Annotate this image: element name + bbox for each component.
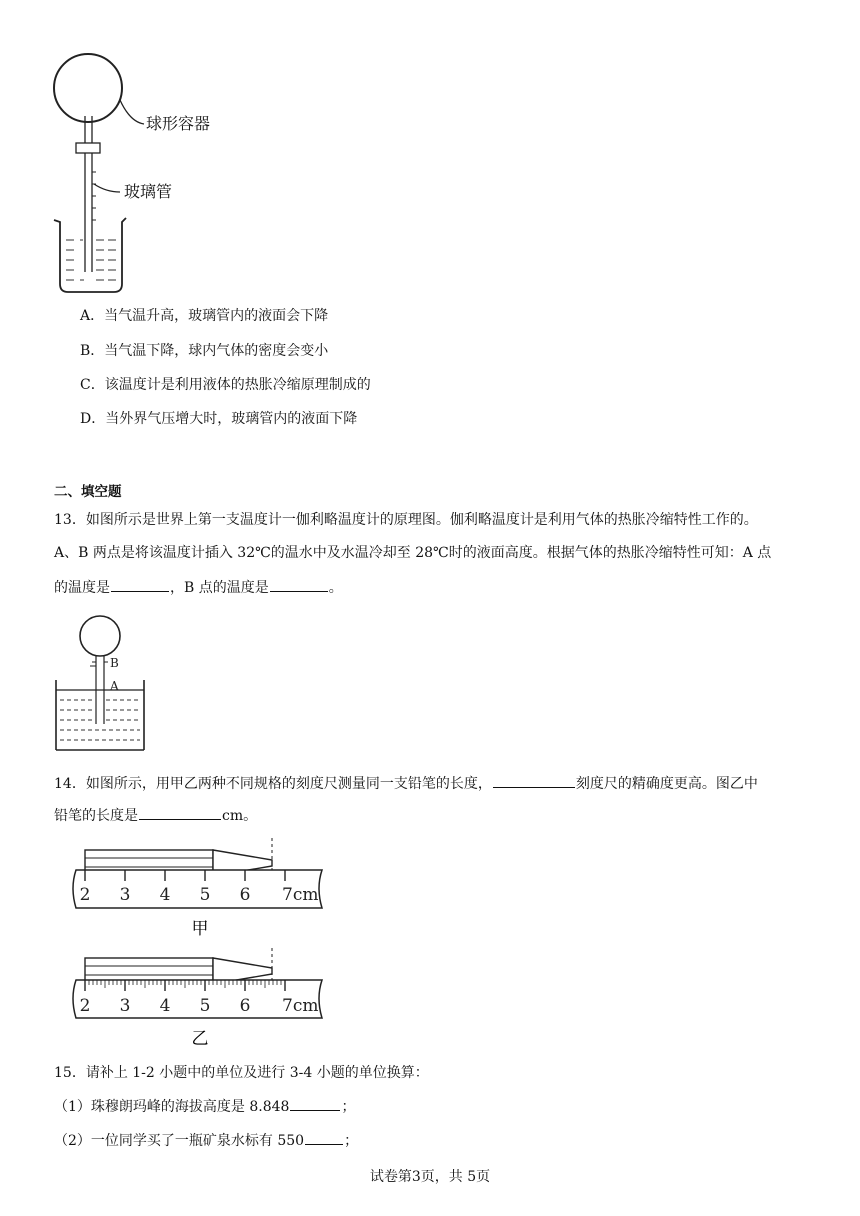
- figure-rulers: [60, 836, 340, 1049]
- option-a: A．当气温升高，玻璃管内的液面会下降: [80, 308, 329, 324]
- q13-line3: 的温度是 ，B 点的温度是 。: [54, 577, 343, 598]
- ruler2-tick-label: 2: [79, 996, 91, 1016]
- q13-line1: 13．如图所示是世界上第一支温度计一伽利略温度计的原理图。伽利略温度计是利用气体的热胀冷缩特性工作的。: [54, 512, 758, 528]
- label-point-b: B: [110, 656, 119, 670]
- ruler2-tick-label: 3: [119, 996, 131, 1016]
- q15-item1: （1）珠穆朗玛峰的海拔高度是 8.848 ；: [54, 1096, 355, 1117]
- ruler2-tick-label: 7cm: [282, 996, 319, 1016]
- figure-bulb-thermometer: [40, 52, 280, 302]
- ruler1-tick-label: 6: [239, 885, 251, 905]
- ruler1-tick-label: 3: [119, 885, 131, 905]
- page-footer: 试卷第3页，共 5页: [369, 1169, 491, 1185]
- q15-item2: （2）一位同学买了一瓶矿泉水标有 550 ；: [54, 1130, 358, 1151]
- q14-blank-a[interactable]: [493, 773, 575, 788]
- q15-blank-2[interactable]: [305, 1130, 343, 1145]
- label-point-a: A: [110, 679, 119, 693]
- option-d: D．当外界气压增大时，玻璃管内的液面下降: [80, 411, 358, 427]
- q14-line2: 铅笔的长度是 cm。: [54, 805, 257, 826]
- q13-blank-b[interactable]: [270, 577, 328, 592]
- ruler1-tick-label: 2: [79, 885, 91, 905]
- section-title: 二、填空题: [54, 484, 122, 500]
- q15-intro: 15．请补上 1-2 小题中的单位及进行 3-4 小题的单位换算：: [54, 1065, 429, 1081]
- label-tube: 玻璃管: [124, 182, 173, 201]
- option-c: C．该温度计是利用液体的热胀冷缩原理制成的: [80, 377, 371, 393]
- option-b: B．当气温下降，球内气体的密度会变小: [80, 343, 329, 359]
- ruler2-tick-label: 4: [159, 996, 171, 1016]
- ruler2-caption: 乙: [191, 1029, 209, 1049]
- q14-blank-b[interactable]: [139, 805, 221, 820]
- q13-line2: A、B 两点是将该温度计插入 32℃的温水中及水温冷却至 28℃时的液面高度。根据气体的热胀冷缩特性可知：A 点: [54, 545, 772, 561]
- ruler1-tick-label: 7cm: [282, 885, 319, 905]
- q15-blank-1[interactable]: [290, 1096, 340, 1111]
- ruler1-caption: 甲: [191, 919, 209, 939]
- ruler1-tick-label: 5: [199, 885, 211, 905]
- ruler2-tick-label: 6: [239, 996, 251, 1016]
- q14-line1: 14．如图所示，用甲乙两种不同规格的刻度尺测量同一支铅笔的长度， 刻度尺的精确度更高。图乙中: [54, 773, 758, 794]
- q13-blank-a[interactable]: [111, 577, 169, 592]
- figure-galileo-thermometer: [50, 614, 160, 754]
- label-bulb: 球形容器: [146, 114, 211, 133]
- ruler2-tick-label: 5: [199, 996, 211, 1016]
- ruler1-tick-label: 4: [159, 885, 171, 905]
